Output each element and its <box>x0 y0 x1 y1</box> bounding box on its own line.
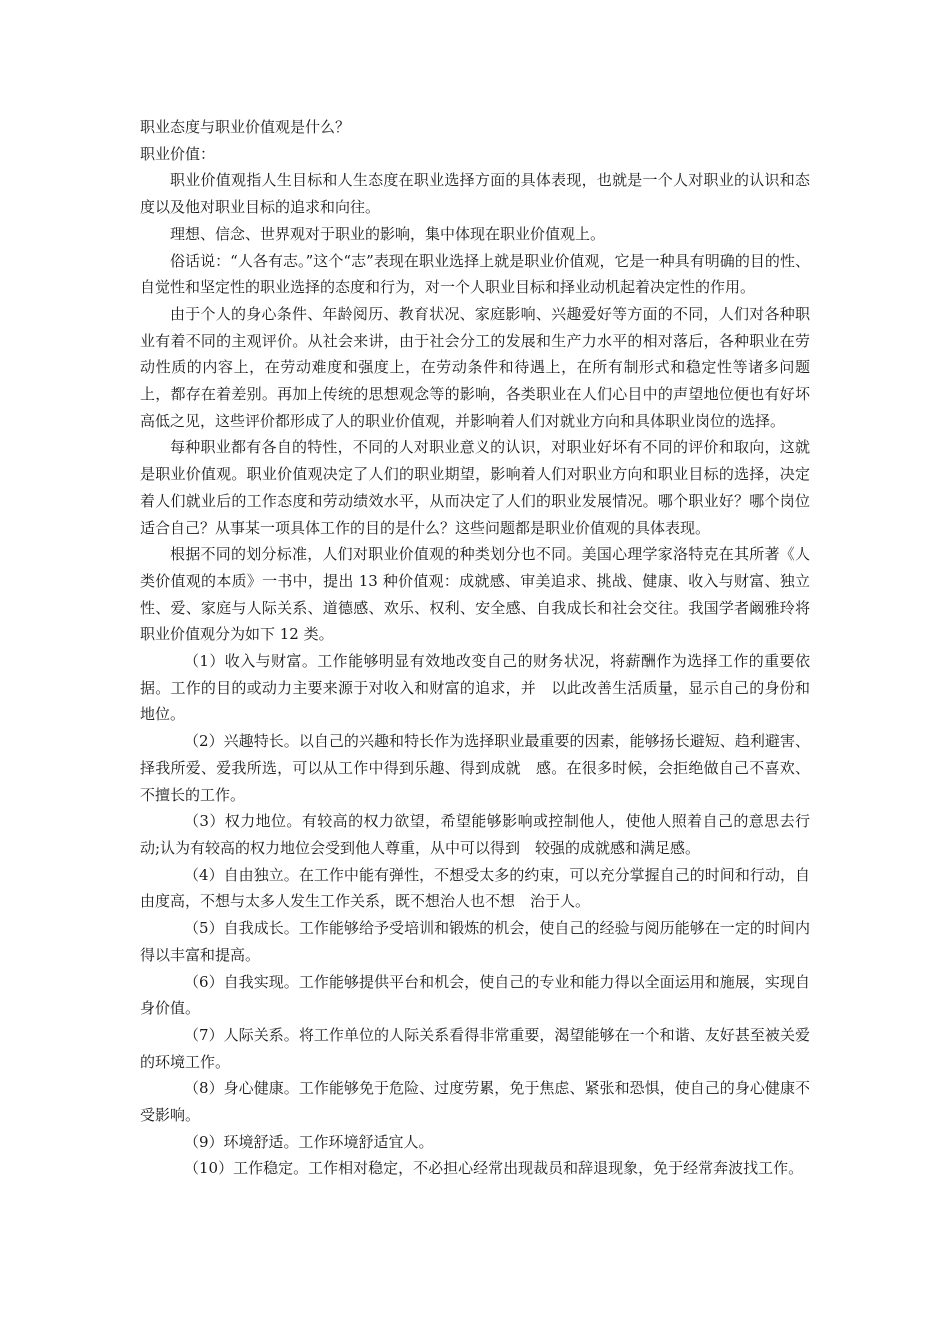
paragraph: 理想、信念、世界观对于职业的影响，集中体现在职业价值观上。 <box>170 224 606 243</box>
paragraph: 职业价值观指人生目标和人生态度在职业选择方面的具体表现，也就是一个人对职业的认识和态度以及他对职业目标的追求和向往。 <box>140 171 810 217</box>
list-item: （3）权力地位。有较高的权力欲望，希望能够影响或控制他人，使他人照着自己的意思去行动;认为有较高的权力地位会受到他人尊重，从中可以得到 较强的成就感和满足感。 <box>140 812 810 857</box>
list-item: （2）兴趣特长。以自己的兴趣和特长作为选择职业最重要的因素，能够扬长避短、趋利避害、择我所爱、爱我所选，可以从工作中得到乐趣、得到成就 感。在很多时候，会拒绝做自己不喜欢、不擅长的工作。 <box>140 732 810 804</box>
paragraph: 俗话说：“人各有志。”这个“志”表现在职业选择上就是职业价值观，它是一种具有明确的目的性、自觉性和坚定性的职业选择的态度和行为，对一个人职业目标和择业动机起着决定性的作用。 <box>140 251 810 297</box>
list-item: （10）工作稳定。工作相对稳定，不必担心经常出现裁员和辞退现象，免于经常奔波找工作。 <box>184 1159 804 1178</box>
list-item: （4）自由独立。在工作中能有弹性，不想受太多的约束，可以充分掌握自己的时间和行动，自由度高，不想与太多人发生工作关系，既不想治人也不想 治于人。 <box>140 865 810 911</box>
list-item: （7）人际关系。将工作单位的人际关系看得非常重要，渴望能够在一个和谐、友好甚至被关爱的环境工作。 <box>140 1025 810 1071</box>
paragraph: 由于个人的身心条件、年龄阅历、教育状况、家庭影响、兴趣爱好等方面的不同，人们对各种职业有着不同的主观评价。从社会来讲，由于社会分工的发展和生产力水平的相对落后，各种职业在劳动性质的内容上，在劳动难度和强度上，在劳动条件和待遇上，在所有制形式和稳定性等诸多问题上，都存在着差别。再加上传统的思想观念等的影响，各类职业在人们心目中的声望地位便也有好坏高低之见，这些评价都形成了人的职业价值观，并影响着人们对就业方向和具体职业岗位的选择。 <box>140 304 810 430</box>
list-item: （6）自我实现。工作能够提供平台和机会，使自己的专业和能力得以全面运用和施展，实现自身价值。 <box>140 972 810 1018</box>
document-title: 职业态度与职业价值观是什么？ <box>140 118 351 136</box>
list-item: （8）身心健康。工作能够免于危险、过度劳累，免于焦虑、紧张和恐惧，使自己的身心健康不受影响。 <box>140 1079 810 1125</box>
list-item: （1）收入与财富。工作能够明显有效地改变自己的财务状况，将薪酬作为选择工作的重要依据。工作的目的或动力主要来源于对收入和财富的追求，并 以此改善生活质量，显示自己的身份和地位。 <box>140 652 810 724</box>
section-label: 职业价值： <box>140 144 216 163</box>
list-item: （5）自我成长。工作能够给予受培训和锻炼的机会，使自己的经验与阅历能够在一定的时间内得以丰富和提高。 <box>140 919 810 964</box>
document-body <box>140 114 810 1182</box>
paragraph: 每种职业都有各自的特性，不同的人对职业意义的认识，对职业好坏有不同的评价和取向，这就是职业价值观。职业价值观决定了人们的职业期望，影响着人们对职业方向和职业目标的选择，决定着人们就业后的工作态度和劳动绩效水平，从而决定了人们的职业发展情况。哪个职业好？哪个岗位适合自己？从事某一项具体工作的目的是什么？这些问题都是职业价值观的具体表现。 <box>140 438 810 537</box>
list-item: （9）环境舒适。工作环境舒适宜人。 <box>184 1132 434 1151</box>
paragraph: 根据不同的划分标准，人们对职业价值观的种类划分也不同。美国心理学家洛特克在其所著《人类价值观的本质》一书中，提出 13 种价值观：成就感、审美追求、挑战、健康、收入与财富、独立性、爱、家庭与人际关系、道德感、欢乐、权利、安全感、自我成长和社会交往。我国学者阚雅玲将职业价值观分为如下 12 类。 <box>140 545 810 644</box>
